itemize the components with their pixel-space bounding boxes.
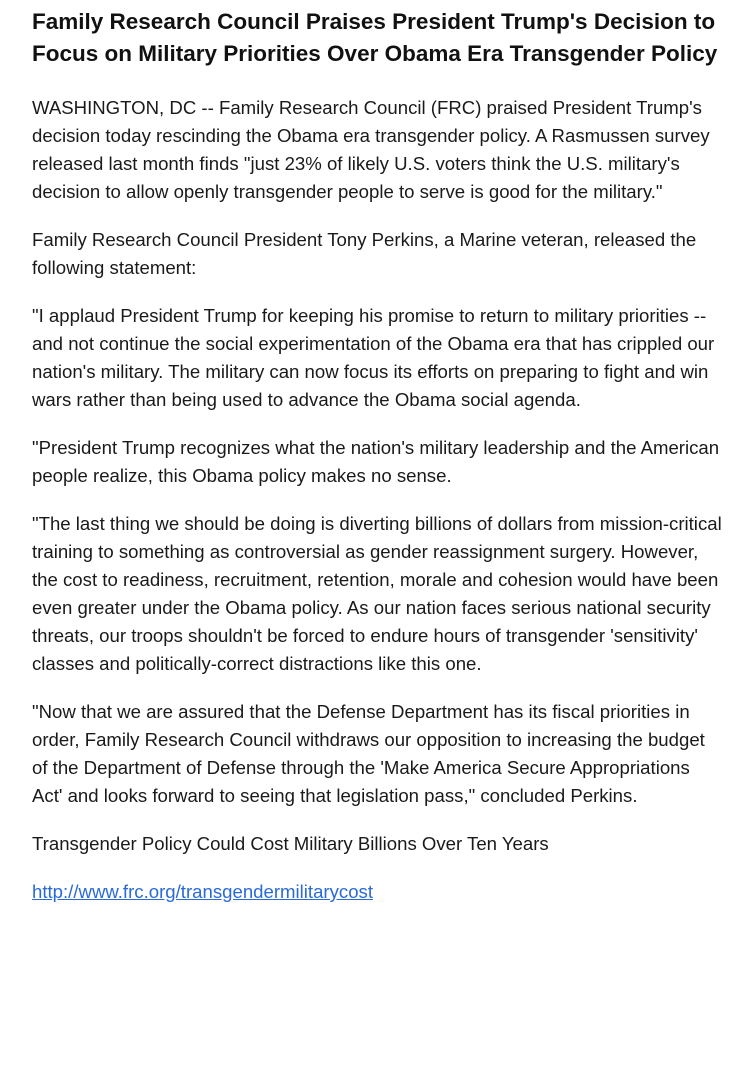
paragraph-quote-3: "The last thing we should be doing is diverting billions of dollars from mission-critical training to something as controversial as gender reassignment surgery. However, the cost to readiness, recruitment, retention, morale and cohesion would have been even greater under the Obama policy. As our nation faces serious national security threats, our troops shouldn't be forced to endure hours of transgender 'sensitivity' classes and politically-correct distractions like this one. xyxy=(32,513,722,674)
related-article-link[interactable]: http://www.frc.org/transgendermilitarycost xyxy=(32,881,374,902)
paragraph-quote-4: "Now that we are assured that the Defense Department has its fiscal priorities in order, Family Research Council withdraws our opposition to increasing the budget of the Department of Defense through the 'Make America Secure Appropriations Act' and looks forward to seeing that legislation pass," concluded Perkins. xyxy=(32,701,705,806)
paragraph-statement-intro: Family Research Council President Tony Perkins, a Marine veteran, released the following statement: xyxy=(32,229,697,278)
related-article-title: Transgender Policy Could Cost Military Billions Over Ten Years xyxy=(32,833,549,854)
paragraph-intro: WASHINGTON, DC -- Family Research Council (FRC) praised President Trump's decision today rescinding the Obama era transgender policy. A Rasmussen survey released last month finds "just 23% of likely U.S. voters think the U.S. military's decision to allow openly transgender people to serve is good for the military." xyxy=(32,97,710,202)
paragraph-quote-2: "President Trump recognizes what the nation's military leadership and the American people realize, this Obama policy makes no sense. xyxy=(32,437,720,486)
press-release-title: Family Research Council Praises President Trump's Decision to Focus on Military Priorities Over Obama Era Transgender Policy xyxy=(32,9,718,66)
paragraph-quote-1: "I applaud President Trump for keeping his promise to return to military priorities -- and not continue the social experimentation of the Obama era that has crippled our nation's military. The military can now focus its efforts on preparing to fight and win wars rather than being used to advance the Obama social agenda. xyxy=(32,305,715,410)
press-release xyxy=(32,6,722,906)
